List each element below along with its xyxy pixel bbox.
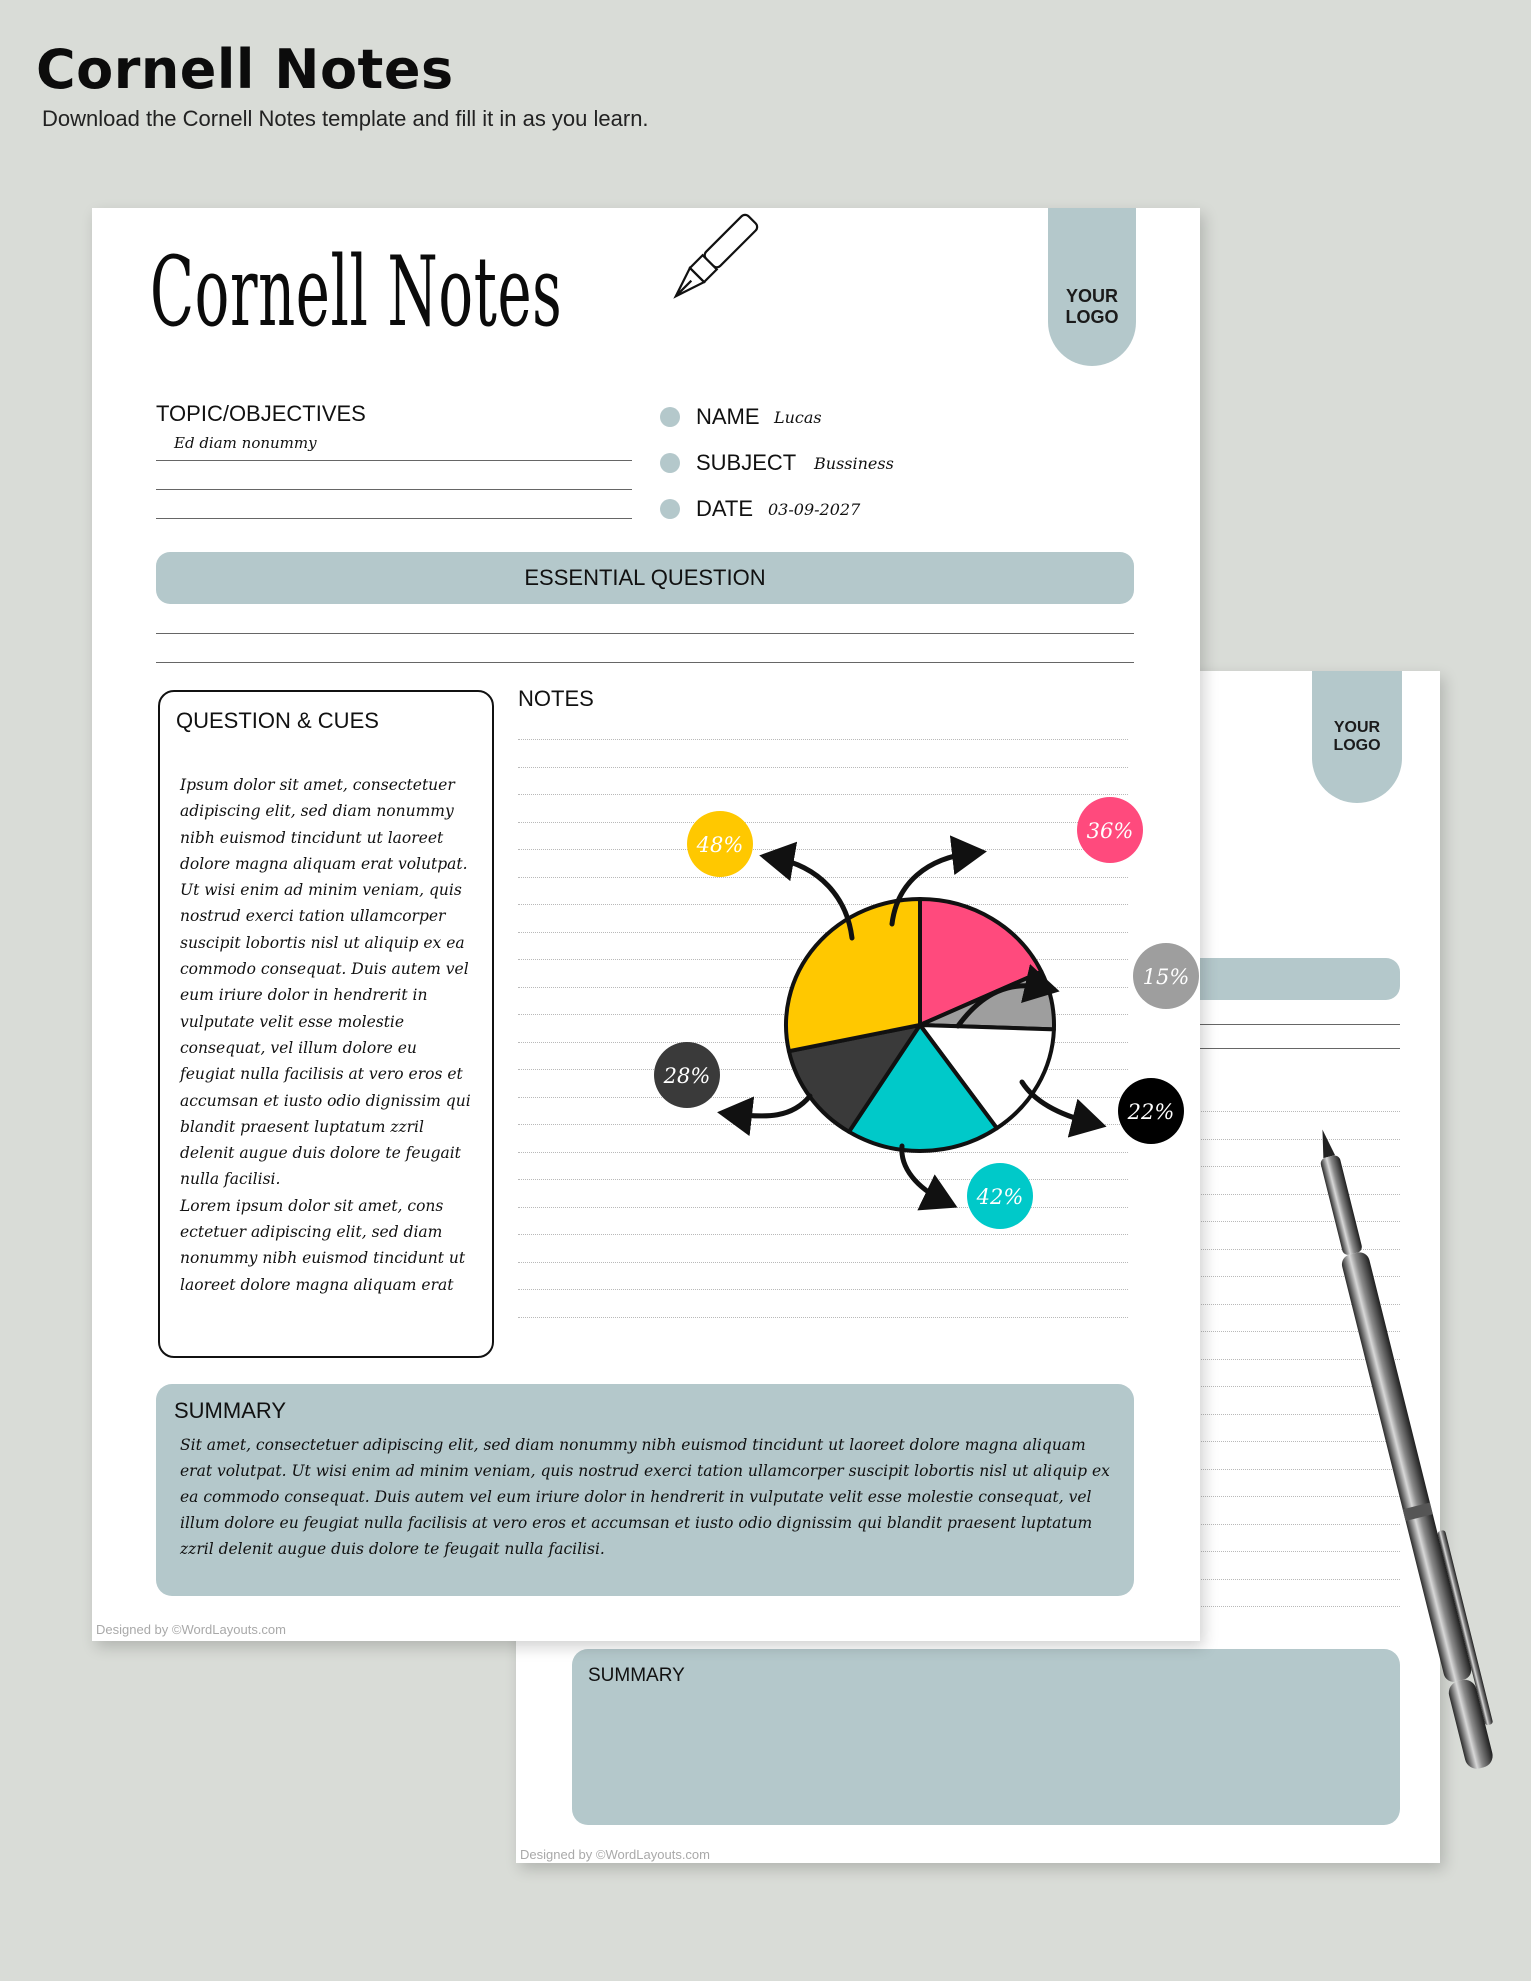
essential-question-line xyxy=(156,662,1134,663)
date-bullet xyxy=(660,499,680,519)
essential-question-line xyxy=(156,633,1134,634)
pie-illustration xyxy=(552,748,1212,1209)
svg-text:28%: 28% xyxy=(663,1064,711,1088)
subject-bullet xyxy=(660,453,680,473)
notes-label: NOTES xyxy=(518,686,594,711)
credit: Designed by ©WordLayouts.com xyxy=(96,1622,286,1637)
svg-text:42%: 42% xyxy=(976,1185,1024,1209)
date-value[interactable]: 03-09-2027 xyxy=(768,500,861,519)
name-bullet xyxy=(660,407,680,427)
subject-label: SUBJECT xyxy=(696,450,797,475)
pie-label-black xyxy=(1118,1078,1184,1144)
svg-text:36%: 36% xyxy=(1086,819,1134,843)
pie-label-dark xyxy=(654,1042,720,1108)
template-page-front[interactable] xyxy=(92,208,1200,1641)
summary-label-back: SUMMARY xyxy=(588,1665,685,1686)
page-title: Cornell Notes xyxy=(36,38,454,101)
dotted-line xyxy=(518,1207,1128,1208)
pie-slices xyxy=(786,899,1054,1151)
pen-icon xyxy=(1290,1118,1520,1838)
fountain-pen-icon xyxy=(654,210,764,316)
dotted-line xyxy=(518,1289,1128,1290)
dotted-line xyxy=(518,1179,1128,1180)
svg-text:22%: 22% xyxy=(1127,1100,1175,1124)
summary-box[interactable] xyxy=(156,1384,1134,1596)
topic-line xyxy=(156,518,632,519)
pie-label-cyan xyxy=(967,1163,1033,1229)
essential-question-bar: ESSENTIAL QUESTION xyxy=(156,552,1134,604)
dotted-line xyxy=(518,1262,1128,1263)
topic-line xyxy=(156,489,632,490)
logo-placeholder: YOUR LOGO xyxy=(1048,208,1136,366)
page-subtitle: Download the Cornell Notes template and fill it in as you learn. xyxy=(42,106,649,131)
document-title: Cornell Notes xyxy=(150,236,563,348)
pie-slice xyxy=(786,899,920,1051)
dotted-line xyxy=(518,1317,1128,1318)
topic-label: TOPIC/OBJECTIVES xyxy=(156,401,366,426)
summary-label: SUMMARY xyxy=(174,1398,287,1423)
pie-label-pink xyxy=(1077,797,1143,863)
logo-placeholder-back: YOUR LOGO xyxy=(1312,671,1402,803)
dotted-line xyxy=(518,739,1128,740)
subject-value[interactable]: Bussiness xyxy=(814,454,894,473)
question-cues-box[interactable] xyxy=(158,690,494,1358)
name-value[interactable]: Lucas xyxy=(774,408,822,427)
pie-label-gray xyxy=(1133,943,1199,1009)
summary-text: Sit amet, consectetuer adipiscing elit, sed diam nonummy nibh euismod tincidunt ut laoreet dolore magna aliquam erat volutpat. Ut wisi enim ad minim veniam, quis nostrud exerci tation ullamcorper suscipit lobortis nisl ut aliquip ex ea commodo consequat. Duis autem vel eum iriure dolor in hendrerit in vulputate velit esse molestie consequat, vel illum dolore eu feugiat nulla facilisis at vero eros et accumsan et iusto odio dignissim qui blandit praesent luptatum zzril delenit augue duis dolore te feugait nulla facilisi. xyxy=(180,1436,1110,1558)
summary-box-back xyxy=(572,1649,1400,1825)
pie-label-yellow xyxy=(687,811,753,877)
credit-back: Designed by ©WordLayouts.com xyxy=(520,1847,710,1862)
date-label: DATE xyxy=(696,496,754,521)
topic-line xyxy=(156,460,632,461)
svg-text:48%: 48% xyxy=(696,833,744,857)
dotted-line xyxy=(518,1234,1128,1235)
cues-label: QUESTION & CUES xyxy=(176,708,379,733)
cues-text: Ipsum dolor sit amet, consectetuer adipiscing elit, sed diam nonummy nibh euismod tincidunt ut laoreet dolore magna aliquam erat volutpat. Ut wisi enim ad minim veniam, quis nostrud exerci tation ullamcorper suscipit lobortis nisl ut aliquip ex ea commodo consequat. Duis autem vel eum iriure dolor in hendrerit in vulputate velit esse molestie consequat, vel illum dolore eu feugiat nulla facilisis at vero eros et accumsan et iusto odio dignissim qui blandit praesent luptatum zzril delenit augue duis dolore te feugait nulla facilisi. Lorem ipsum dolor sit amet, cons ectetuer adipiscing elit, sed diam nonummy nibh euismod tincidunt ut laoreet dolore magna aliquam erat xyxy=(180,776,471,1294)
topic-value[interactable]: Ed diam nonummy xyxy=(174,434,317,452)
svg-text:15%: 15% xyxy=(1142,965,1190,989)
name-label: NAME xyxy=(696,404,760,429)
